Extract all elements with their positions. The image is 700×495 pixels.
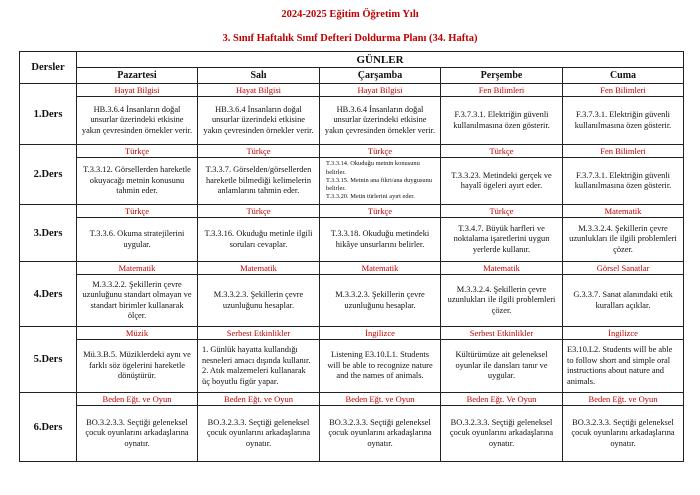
subject-name: Türkçe [198, 205, 319, 218]
lesson-label: 6.Ders [20, 393, 77, 462]
day-header-pazartesi: Pazartesi [77, 68, 198, 84]
table-row [20, 393, 684, 462]
plan-cell [198, 262, 320, 327]
lesson-label: 2.Ders [20, 145, 77, 205]
subject-name: Görsel Sanatlar [563, 262, 683, 275]
plan-cell [77, 327, 198, 393]
subject-name: Beden Eğt. ve Oyun [198, 393, 319, 406]
objective-text: 1. Günlük hayatta kullandığı nesneleri amacı dışında kullanır. 2. Atık malzemeleri kullanarak üç boyutlu figür yapar. [202, 345, 311, 386]
plan-cell [441, 262, 563, 327]
objective-text: T.3.3.14. Okuduğu metnin konusunu belirler. T.3.3.15. Metnin ana fikri/ana duygusunu belirler. T.3.3.20. Metin türlerini ayırt eder. [326, 160, 433, 201]
subject-name: Hayat Bilgisi [77, 84, 197, 97]
table-row [20, 327, 684, 393]
objective-text: F.3.7.3.1. Elektriğin güvenli kullanılmasına özen gösterir. [574, 110, 672, 130]
subject-name: İngilizce [320, 327, 440, 340]
subject-name: Türkçe [441, 205, 562, 218]
subject-name: Beden Eğt. ve Oyun [77, 393, 197, 406]
subject-name: Hayat Bilgisi [198, 84, 319, 97]
objective-text: E3.10.L2. Students will be able to follow short and simple oral instructions about nature and animals. [567, 345, 673, 386]
plan-cell [198, 327, 320, 393]
table-body [20, 84, 684, 462]
subject-name: Hayat Bilgisi [320, 84, 440, 97]
objective-text: BO.3.2.3.3. Seçtiği geleneksel çocuk oyunlarını arkadaşlarına oynatır. [328, 417, 432, 448]
day-header-sali: Salı [198, 68, 320, 84]
plan-cell [77, 393, 198, 462]
objective-text: HB.3.6.4 İnsanların doğal unsurlar üzerindeki etkisine yakın çevresinden örnekler verir. [81, 104, 193, 135]
plan-cell [441, 205, 563, 262]
subject-name: Müzik [77, 327, 197, 340]
day-header-cuma: Cuma [563, 68, 684, 84]
objective-text: BO.3.2.3.3. Seçtiği geleneksel çocuk oyunlarını arkadaşlarına oynatır. [206, 417, 311, 448]
subject-name: Fen Bilimleri [441, 84, 562, 97]
plan-cell [320, 393, 441, 462]
weekly-plan-table [19, 51, 684, 462]
subject-name: Matematik [320, 262, 440, 275]
plan-cell [320, 84, 441, 145]
table-row [20, 84, 684, 145]
document-subtitle: 3. Sınıf Haftalık Sınıf Defteri Doldurma Planı (34. Hafta) [222, 33, 478, 44]
subject-name: Türkçe [320, 145, 440, 158]
objective-text: HB.3.6.4 İnsanların doğal unsurlar üzerindeki etkisine yakın çevresinden örnekler verir. [203, 104, 314, 135]
plan-cell [198, 205, 320, 262]
plan-cell [320, 145, 441, 205]
objective-text: HB.3.6.4 İnsanların doğal unsurlar üzerindeki etkisine yakın çevresinden örnekler verir. [324, 104, 436, 135]
objective-text: T.3.4.7. Büyük harfleri ve noktalama işaretlerini uygun yerlerde kullanır. [453, 223, 550, 254]
subject-name: Fen Bilimleri [563, 145, 683, 158]
subject-name: Beden Eğt. ve Oyun [563, 393, 683, 406]
plan-cell [320, 262, 441, 327]
plan-cell [320, 327, 441, 393]
day-header-persembe: Perşembe [441, 68, 563, 84]
gunler-header: GÜNLER [77, 52, 684, 68]
plan-cell [563, 327, 684, 393]
objective-text: BO.3.2.3.3. Seçtiği geleneksel çocuk oyunlarını arkadaşlarına oynatır. [449, 417, 554, 448]
plan-cell [563, 205, 684, 262]
subject-name: Serbest Etkinlikler [441, 327, 562, 340]
subject-name: Fen Bilimleri [563, 84, 683, 97]
objective-text: F.3.7.3.1. Elektriğin güvenli kullanılmasına özen gösterir. [453, 110, 550, 130]
subject-name: Türkçe [441, 145, 562, 158]
objective-text: M.3.3.2.3. Şekillerin çevre uzunluğunu hesaplar. [335, 290, 425, 310]
plan-cell [198, 84, 320, 145]
lesson-label: 4.Ders [20, 262, 77, 327]
subject-name: Matematik [563, 205, 683, 218]
subject-name: Türkçe [320, 205, 440, 218]
plan-cell [198, 145, 320, 205]
objective-text: F.3.7.3.1. Elektriğin güvenli kullanılmasına özen gösterir. [574, 170, 672, 190]
plan-cell [563, 262, 684, 327]
subject-name: Türkçe [198, 145, 319, 158]
plan-cell [320, 205, 441, 262]
table-row [20, 205, 684, 262]
plan-cell [563, 84, 684, 145]
objective-text: T.3.3.6. Okuma stratejilerini uygular. [89, 229, 185, 249]
objective-text: T.3.3.18. Okuduğu metindeki hikâye unsurlarını belirler. [330, 229, 430, 249]
plan-cell [77, 262, 198, 327]
plan-cell [441, 393, 563, 462]
plan-cell [441, 145, 563, 205]
plan-cell [563, 393, 684, 462]
objective-text: M.3.3.2.4. Şekillerin çevre uzunlukları ile ilgili problemleri çözer. [569, 223, 677, 254]
objective-text: T.3.3.23. Metindeki gerçek ve hayalî ögeleri ayırt eder. [451, 170, 552, 190]
lesson-label: 3.Ders [20, 205, 77, 262]
subject-name: Matematik [198, 262, 319, 275]
subject-name: Türkçe [77, 205, 197, 218]
subject-name: İngilizce [563, 327, 683, 340]
objective-text: M.3.3.2.2. Şekillerin çevre uzunluğunu standart olmayan ve standart birimler kullanarak ölçer. [82, 279, 192, 320]
plan-cell [77, 84, 198, 145]
objective-text: M.3.3.2.3. Şekillerin çevre uzunluğunu hesaplar. [213, 290, 304, 310]
subject-name: Matematik [77, 262, 197, 275]
plan-cell [198, 393, 320, 462]
objective-text: T.3.3.7. Görselden/görsellerden hareketle bilmediği kelimelerin anlamlarını tahmin eder. [205, 165, 312, 196]
objective-text: Listening E3.10.L1. Students will be able to recognize nature and the names of animals. [327, 350, 433, 381]
subject-name: Beden Eğt. ve Oyun [320, 393, 440, 406]
objective-text: Mü.3.B.5. Müziklerdeki aynı ve farklı söz ögelerini hareketle dönüştürür. [83, 350, 191, 381]
objective-text: G.3.3.7. Sanat alanındaki etik kuralları açıklar. [573, 290, 673, 310]
plan-cell [77, 145, 198, 205]
objective-text: BO.3.2.3.3. Seçtiği geleneksel çocuk oyunlarını arkadaşlarına oynatır. [85, 417, 189, 448]
plan-cell [441, 327, 563, 393]
objective-text: Kültürümüze ait geleneksel oyunlar ile dansları tanır ve uygular. [455, 350, 548, 381]
lesson-label: 5.Ders [20, 327, 77, 393]
plan-cell [441, 84, 563, 145]
objective-text: T.3.3.12. Görsellerden hareketle okuyacağı metnin konusunu tahmin eder. [83, 165, 191, 196]
lesson-label: 1.Ders [20, 84, 77, 145]
objective-text: M.3.3.2.4. Şekillerin çevre uzunlukları ile ilgili problemleri çözer. [447, 284, 556, 315]
plan-cell [77, 205, 198, 262]
subject-name: Türkçe [77, 145, 197, 158]
table-row [20, 145, 684, 205]
objective-text: BO.3.2.3.3. Seçtiği geleneksel çocuk oyunlarını arkadaşlarına oynatır. [571, 417, 675, 448]
document-title: 2024-2025 Eğitim Öğretim Yılı [281, 9, 419, 20]
day-header-carsamba: Çarşamba [320, 68, 441, 84]
table-row [20, 262, 684, 327]
dersler-header: Dersler [20, 52, 77, 84]
subject-name: Beden Eğt. Ve Oyun [441, 393, 562, 406]
objective-text: T.3.3.16. Okuduğu metinle ilgili soruları cevaplar. [204, 229, 313, 249]
subject-name: Serbest Etkinlikler [198, 327, 319, 340]
subject-name: Matematik [441, 262, 562, 275]
plan-cell [563, 145, 684, 205]
